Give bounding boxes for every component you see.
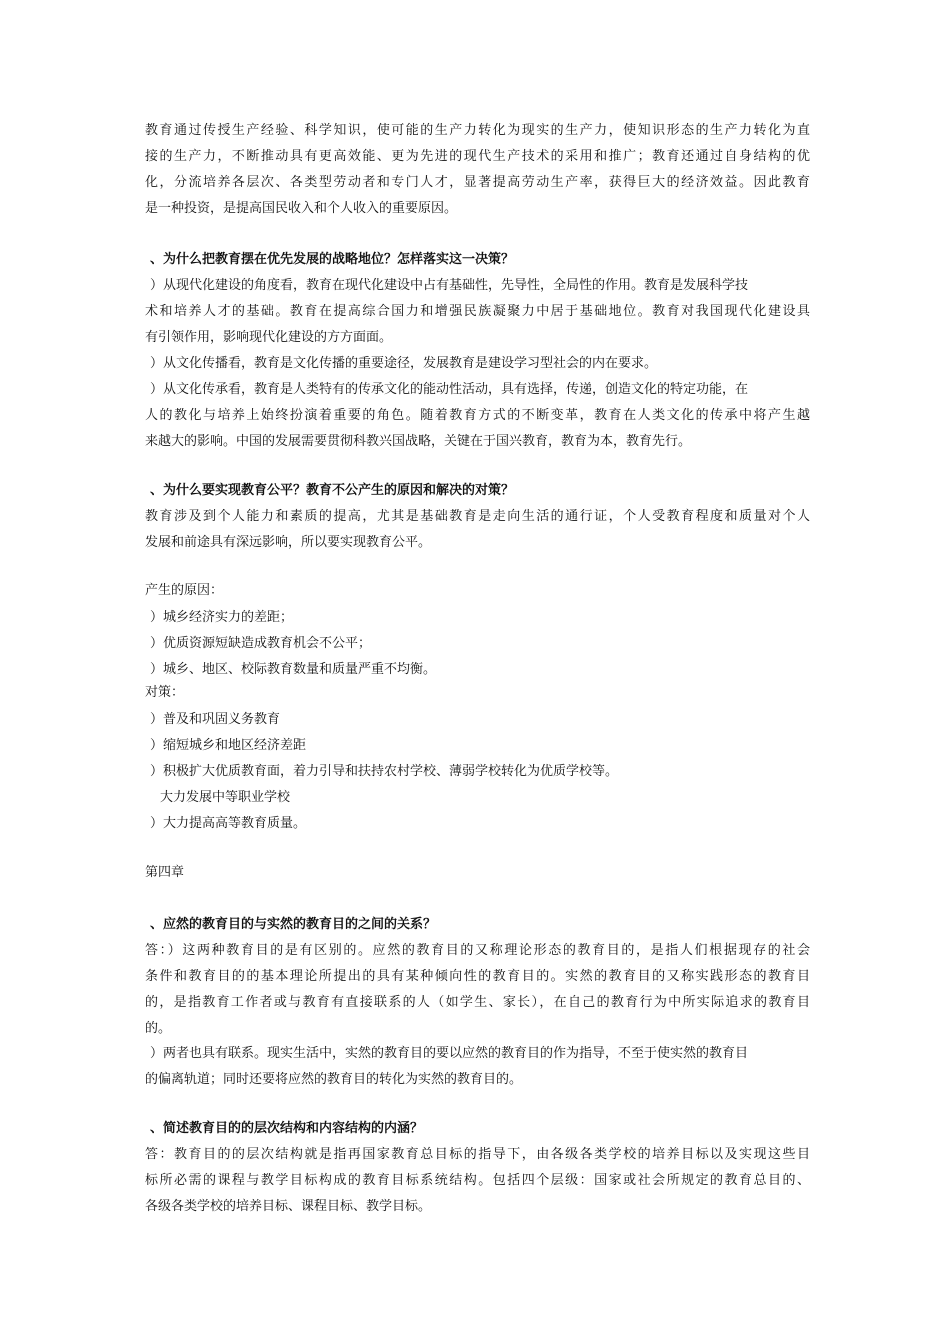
answer-line: 有引领作用，影响现代化建设的方方面面。: [145, 330, 393, 345]
question-heading: 、应然的教育目的与实然的教育目的之间的关系？: [150, 917, 437, 932]
answer-line: 发展和前途具有深远影响，所以要实现教育公平。: [145, 535, 432, 550]
answer-line: 的，是指教育工作者或与教育有直接联系的人（如学生、家长），在自己的教育行为中所实际追求的教育目: [145, 995, 810, 1010]
cause-item: ）城乡、地区、校际教育数量和质量严重不均衡。: [150, 662, 437, 677]
question-heading: 、为什么要实现教育公平？教育不公产生的原因和解决的对策？: [150, 483, 515, 498]
paragraph-line: 是一种投资，是提高国民收入和个人收入的重要原因。: [145, 201, 458, 216]
answer-line: 条件和教育目的的基本理论所提出的具有某种倾向性的教育目的。实然的教育目的又称实践形态的教育目: [145, 969, 810, 984]
answer-line: 术和培养人才的基础。教育在提高综合国力和增强民族凝聚力中居于基础地位。教育对我国现代化建设具: [145, 304, 810, 319]
answer-line: 的。: [145, 1021, 172, 1036]
answer-line: ）从文化传承看，教育是人类特有的传承文化的能动性活动，具有选择，传递，创造文化的特定功能，在: [150, 382, 749, 397]
answer-line: 教育涉及到个人能力和素质的提高，尤其是基础教育是走向生活的通行证，个人受教育程度和质量对个人: [145, 509, 810, 524]
measure-item: ）大力提高高等教育质量。: [150, 816, 307, 831]
paragraph-line: 化，分流培养各层次、各类型劳动者和专门人才，显著提高劳动生产率，获得巨大的经济效益。因此教育: [145, 175, 810, 190]
answer-line: 答：）这两种教育目的是有区别的。应然的教育目的又称理论形态的教育目的，是指人们根据现存的社会: [145, 943, 810, 958]
cause-item: ）优质资源短缺造成教育机会不公平；: [150, 636, 372, 651]
measure-item: 大力发展中等职业学校: [160, 790, 291, 805]
paragraph-line: 教育通过传授生产经验、科学知识，使可能的生产力转化为现实的生产力，使知识形态的生产力转化为直: [145, 123, 810, 138]
measure-item: ）普及和巩固义务教育: [150, 712, 281, 727]
answer-line: 来越大的影响。中国的发展需要贯彻科教兴国战略，关键在于国兴教育，教育为本，教育先行。: [145, 434, 692, 449]
answer-line: 标所必需的课程与教学目标构成的教育目标系统结构。包括四个层级：国家或社会所规定的教育总目的、: [145, 1173, 810, 1188]
answer-line: 人的教化与培养上始终扮演着重要的角色。随着教育方式的不断变革，教育在人类文化的传承中将产生越: [145, 408, 810, 423]
causes-label: 产生的原因：: [145, 583, 224, 598]
answer-line: 答：教育目的的层次结构就是指再国家教育总目标的指导下，由各级各类学校的培养目标以及实现这些目: [145, 1147, 810, 1162]
chapter-title: 第四章: [145, 865, 185, 880]
answer-line: ）从文化传播看，教育是文化传播的重要途径，发展教育是建设学习型社会的内在要求。: [150, 356, 658, 371]
cause-item: ）城乡经济实力的差距；: [150, 610, 294, 625]
measure-item: ）缩短城乡和地区经济差距: [150, 738, 307, 753]
answer-line: ）从现代化建设的角度看，教育在现代化建设中占有基础性，先导性，全局性的作用。教育是发展科学技: [150, 278, 749, 293]
measure-item: ）积极扩大优质教育面，着力引导和扶持农村学校、薄弱学校转化为优质学校等。: [150, 764, 619, 779]
measures-label: 对策：: [145, 685, 185, 700]
answer-line: 各级各类学校的培养目标、课程目标、教学目标。: [145, 1199, 432, 1214]
question-heading: 、为什么把教育摆在优先发展的战略地位？怎样落实这一决策？: [150, 252, 515, 267]
answer-line: 的偏离轨道；同时还要将应然的教育目的转化为实然的教育目的。: [145, 1072, 523, 1087]
paragraph-line: 接的生产力，不断推动具有更高效能、更为先进的现代生产技术的采用和推广；教育还通过自身结构的优: [145, 149, 810, 164]
question-heading: 、简述教育目的的层次结构和内容结构的内涵？: [150, 1121, 424, 1136]
answer-line: ）两者也具有联系。现实生活中，实然的教育目的要以应然的教育目的作为指导，不至于使实然的教育目: [150, 1046, 749, 1061]
